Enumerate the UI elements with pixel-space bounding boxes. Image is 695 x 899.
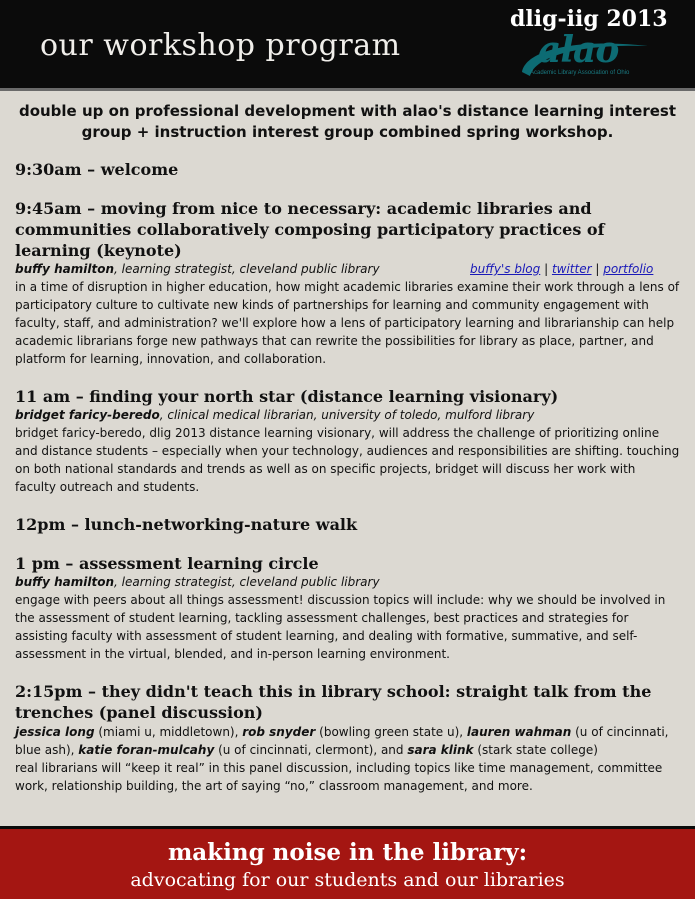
footer-banner <box>0 826 695 899</box>
panelist-affiliation: (bowling green state u), <box>315 725 467 739</box>
page-title: our workshop program <box>40 28 401 63</box>
link-portfolio[interactable]: portfolio <box>603 262 654 276</box>
footer-subheadline: advocating for our students and our libraries <box>130 869 565 891</box>
logo-tagline: Academic Library Association of Ohio <box>530 70 630 76</box>
panelist-name: rob snyder <box>242 725 316 739</box>
session-description: engage with peers about all things assessment! discussion topics will include: why we should be involved in the assessment of student learning, tackling assessment challenges, best practices and strategies for assisting faculty with assessment of student learning, and dealing with formative, summative, and self-assessment in the virtual, blended, and in-person learning environment. <box>15 593 666 661</box>
session-north-star <box>15 386 680 496</box>
session-welcome <box>15 159 680 180</box>
header-divider <box>0 88 695 91</box>
alao-logo <box>516 29 656 84</box>
speaker-role: , learning strategist, cleveland public library <box>114 262 380 276</box>
session-assessment <box>15 553 680 663</box>
session-title: 2:15pm – they didn't teach this in library school: straight talk from the trenches (panel discussion) <box>15 682 652 722</box>
link-blog[interactable]: buffy's blog <box>470 262 541 276</box>
panelist-affiliation: (u of cincinnati, clermont), and <box>214 743 408 757</box>
speaker-name: bridget faricy-beredo <box>15 408 160 422</box>
speaker-line <box>15 407 680 424</box>
session-title: 9:30am – welcome <box>15 160 179 179</box>
session-panel <box>15 681 680 795</box>
panelist-name: lauren wahman <box>466 725 572 739</box>
session-title: 1 pm – assessment learning circle <box>15 554 319 573</box>
speaker-name: buffy hamilton <box>15 262 115 276</box>
event-label: dlig-iig 2013 <box>510 6 668 32</box>
speaker-line <box>15 261 680 278</box>
intro-text: double up on professional development with alao's distance learning interest group + instruction interest group combined spring workshop. <box>18 102 677 141</box>
panelist-affiliation: (stark state college) <box>473 743 598 757</box>
session-keynote <box>15 198 680 368</box>
footer-headline: making noise in the library: <box>167 839 528 866</box>
session-title: 11 am – finding your north star (distance learning visionary) <box>15 387 559 406</box>
session-description: in a time of disruption in higher education, how might academic libraries examine their work through a lens of participatory culture to cultivate new kinds of partnerships for learning and community engagement with faculty, staff, and administration? we'll explore how a lens of participatory learning and librarianship can help academic librarians forge new pathways that can rewrite the possibilities for library as place, partner, and platform for learning, innovation, and collaboration. <box>15 280 680 366</box>
program-content <box>15 101 680 813</box>
speaker-line <box>15 574 680 591</box>
session-description: real librarians will “keep it real” in this panel discussion, including topics like time management, committee work, relationship building, the art of saying “no,” classroom management, and more. <box>15 761 663 793</box>
logo-word: alao <box>538 29 619 71</box>
session-lunch <box>15 514 680 535</box>
session-title: 12pm – lunch-networking-nature walk <box>15 515 358 534</box>
speaker-role: , clinical medical librarian, university of toledo, mulford library <box>159 408 535 422</box>
speaker-name: buffy hamilton <box>15 575 115 589</box>
link-twitter[interactable]: twitter <box>551 262 592 276</box>
header-banner <box>0 0 695 88</box>
panelist-name: katie foran-mulcahy <box>78 743 215 757</box>
speaker-role: , learning strategist, cleveland public library <box>114 575 380 589</box>
panelist-list <box>15 723 680 759</box>
panelist-name: jessica long <box>15 725 95 739</box>
panelist-affiliation: (u of cincinnati, blue ash), <box>15 725 669 757</box>
session-description: bridget faricy-beredo, dlig 2013 distance learning visionary, will address the challenge of prioritizing online and distance students – especially when your technology, audiences and responsibilities are shifting. touching on both national standards and trends as well as on specific projects, bridget will discuss her work with faculty outreach and students. <box>15 426 680 494</box>
panelist-affiliation: (miami u, middletown), <box>94 725 243 739</box>
panelist-name: sara klink <box>407 743 474 757</box>
speaker-links: buffy's blog | twitter | portfolio <box>470 262 654 276</box>
session-title: 9:45am – moving from nice to necessary: academic libraries and communities collaboratively composing participatory practices of learning (keynote) <box>15 199 605 260</box>
